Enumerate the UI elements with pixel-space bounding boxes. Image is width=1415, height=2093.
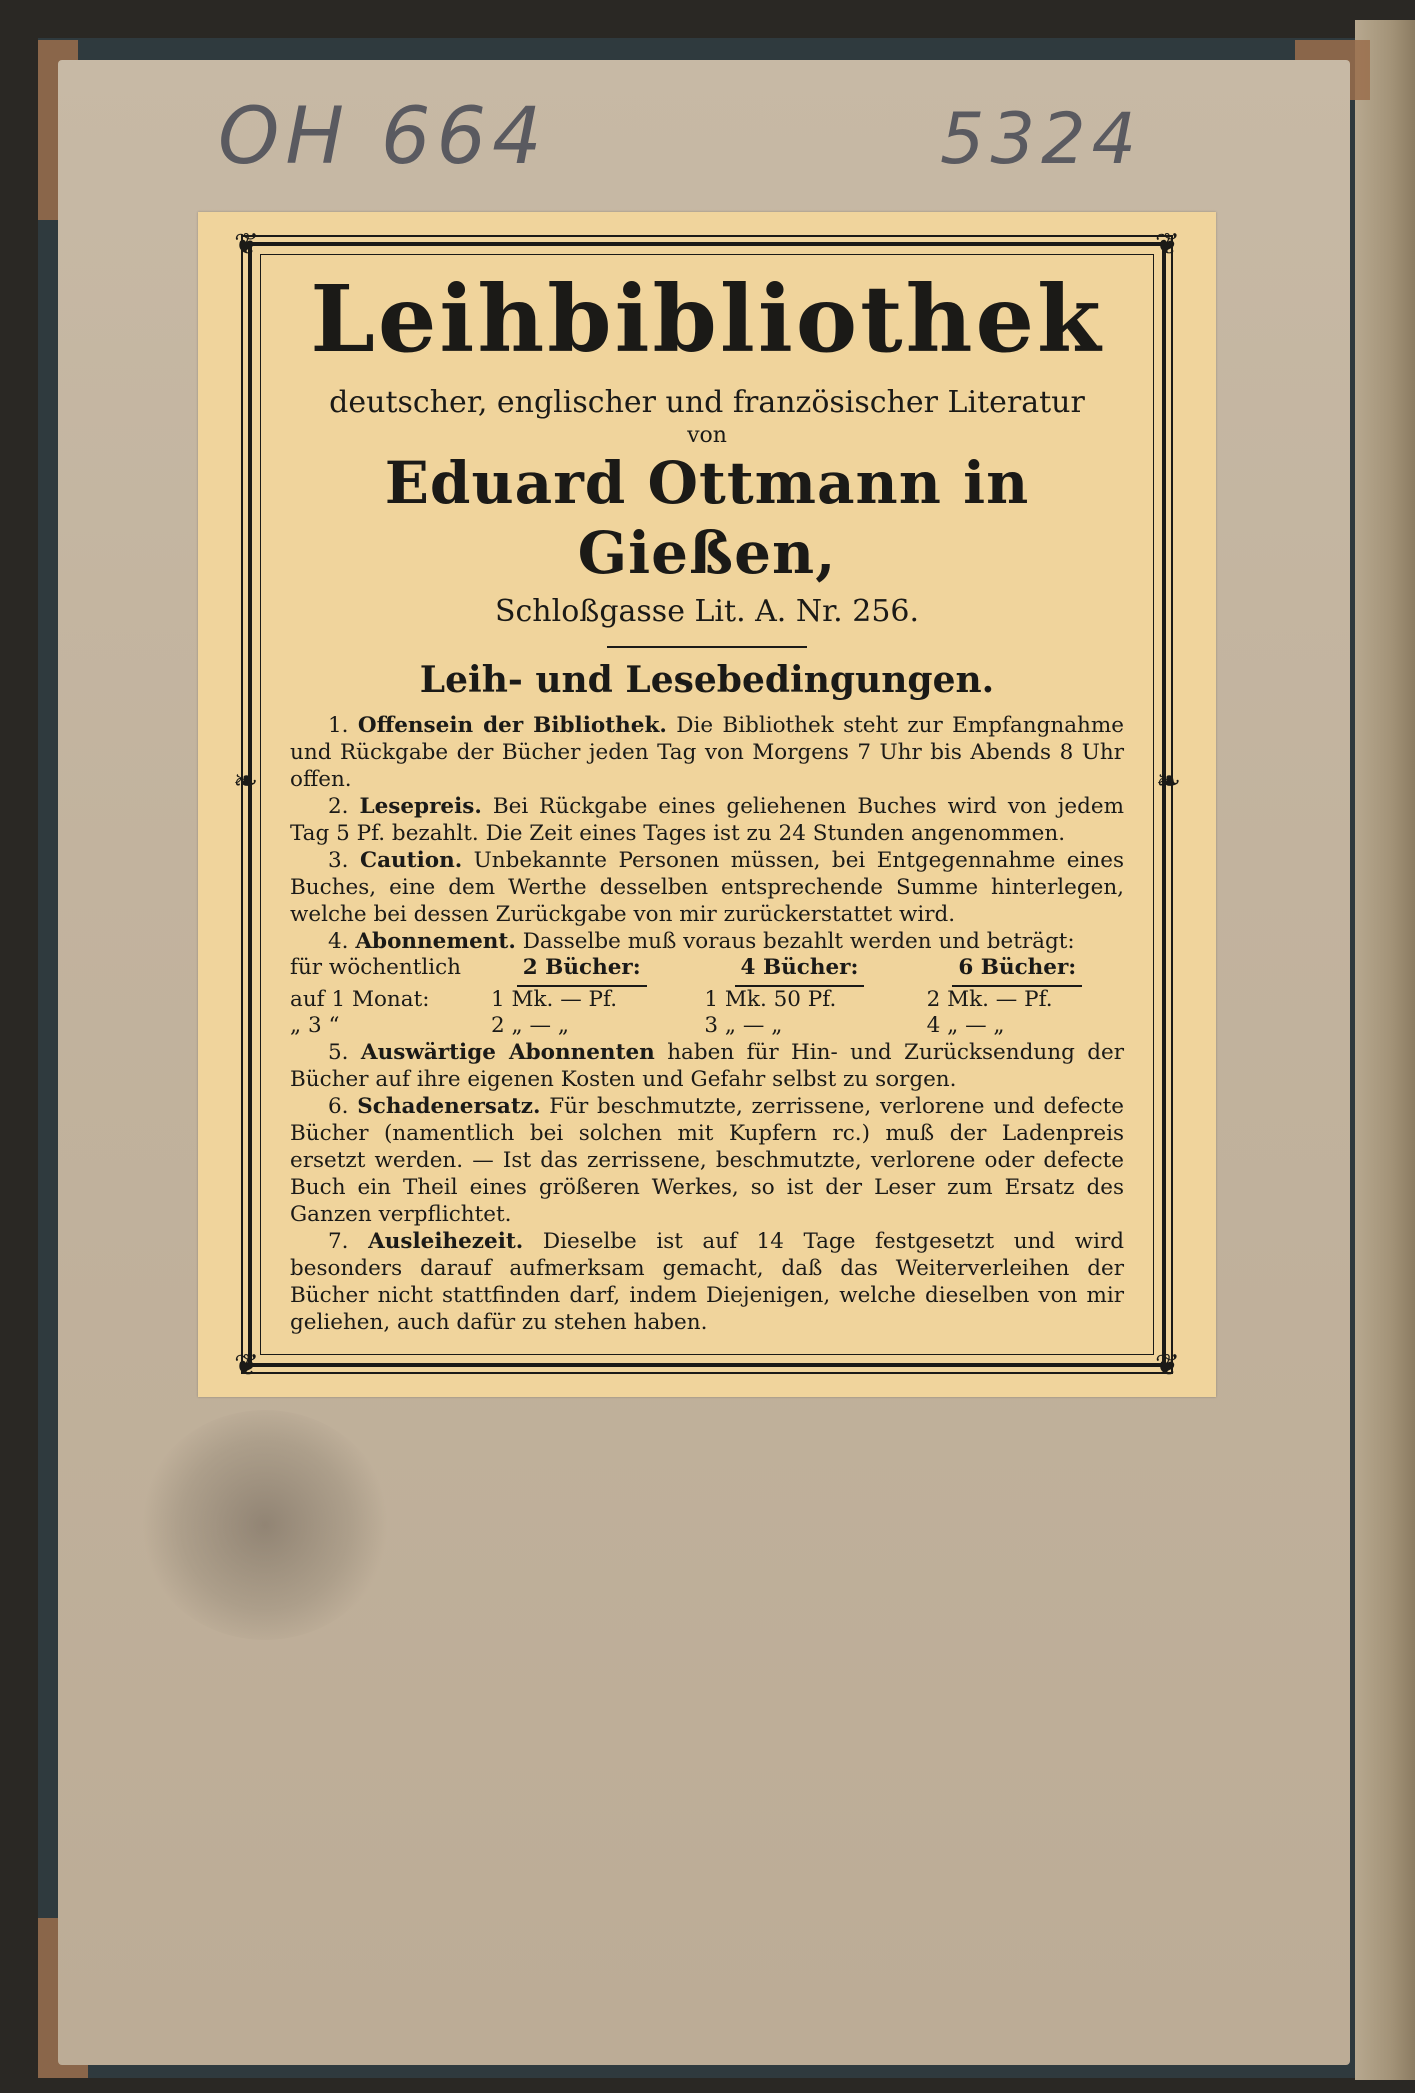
price-column-header: 4 Bücher: (688, 955, 910, 987)
rule-item: 4. Abonnement. Dasselbe muß voraus bezahlt werden und beträgt: (328, 929, 1075, 954)
rule-item: 2. Lesepreis. Bei Rückgabe eines geliehenen Buches wird von jedem Tag 5 Pf. bezahlt. Die Zeit eines Tages ist zu 24 Stunden angenommen. (290, 794, 1124, 846)
rule-item: 1. Offensein der Bibliothek. Die Bibliothek steht zur Empfangnahme und Rückgabe der Bücher jeden Tag von Morgens 7 Uhr bis Abends 8 Uhr offen. (290, 713, 1125, 792)
handwritten-accession-number: 5324 (940, 98, 1143, 180)
handwritten-call-number: OH 664 (218, 92, 548, 182)
label-address: Schloßgasse Lit. A. Nr. 256. (494, 594, 920, 629)
divider (607, 646, 807, 648)
page-edge (1355, 20, 1415, 2080)
ornament-icon: ❧ (1155, 764, 1181, 799)
label-content (290, 260, 1124, 1336)
ornament-icon: ❦ (234, 1348, 260, 1383)
ornament-icon: ❧ (233, 764, 259, 799)
rule-item: 6. Schadenersatz. Für beschmutzte, zerrissene, verlorene und defecte Bücher (namentlich bei solchen mit Kupfern rc.) muß der Ladenpreis ersetzt werden. — Ist das zerrissene, beschmutzte, verlorene oder defecte Buch ein Theil eines größeren Werkes, so ist der Leser zum Ersatz des Ganzen verpflichtet. (290, 1094, 1124, 1227)
price-column-header: 6 Bücher: (911, 955, 1124, 987)
conditions-heading: Leih- und Lesebedingungen. (419, 659, 995, 701)
price-row: „ 3 “ 2 „ — „ 3 „ — „ 4 „ — „ (290, 1013, 1005, 1038)
rule-item: 3. Caution. Unbekannte Personen müssen, bei Entgegennahme eines Buches, eine dem Werthe desselben entsprechende Summe hinterlegen, welche bei dessen Zurückgabe von mir zurückerstattet wird. (290, 848, 1125, 927)
ornament-icon: ❦ (1154, 1348, 1180, 1383)
ornament-icon: ❦ (1154, 227, 1180, 262)
price-column-header: 2 Bücher: (475, 955, 688, 987)
rule-item: 7. Ausleihezeit. Dieselbe ist auf 14 Tage festgesetzt und wird besonders darauf aufmerksam gemacht, daß das Weiterverleihen der Bücher nicht stattfinden darf, indem Diejenigen, welche dieselben von mir geliehen, auch dafür zu stehen haben. (290, 1229, 1124, 1335)
ornament-icon: ❦ (234, 227, 260, 262)
stain-mark (140, 1410, 390, 1640)
price-table (290, 955, 1124, 1039)
price-row-header: für wöchentlich (290, 955, 462, 980)
library-label (198, 212, 1216, 1397)
conditions-list (290, 712, 1124, 1336)
label-owner: Eduard Ottmann in Gießen, (384, 449, 1030, 587)
rule-item: 5. Auswärtige Abonnenten haben für Hin- und Zurücksendung der Bücher auf ihre eigenen Kosten und Gefahr selbst zu sorgen. (290, 1040, 1124, 1092)
label-subtitle: deutscher, englischer und französischer Literatur (329, 385, 1085, 420)
label-title: Leihbibliothek (310, 265, 1104, 373)
label-von: von (687, 423, 727, 448)
price-row: auf 1 Monat: 1 Mk. — Pf. 1 Mk. 50 Pf. 2 Mk. — Pf. (290, 987, 1053, 1012)
